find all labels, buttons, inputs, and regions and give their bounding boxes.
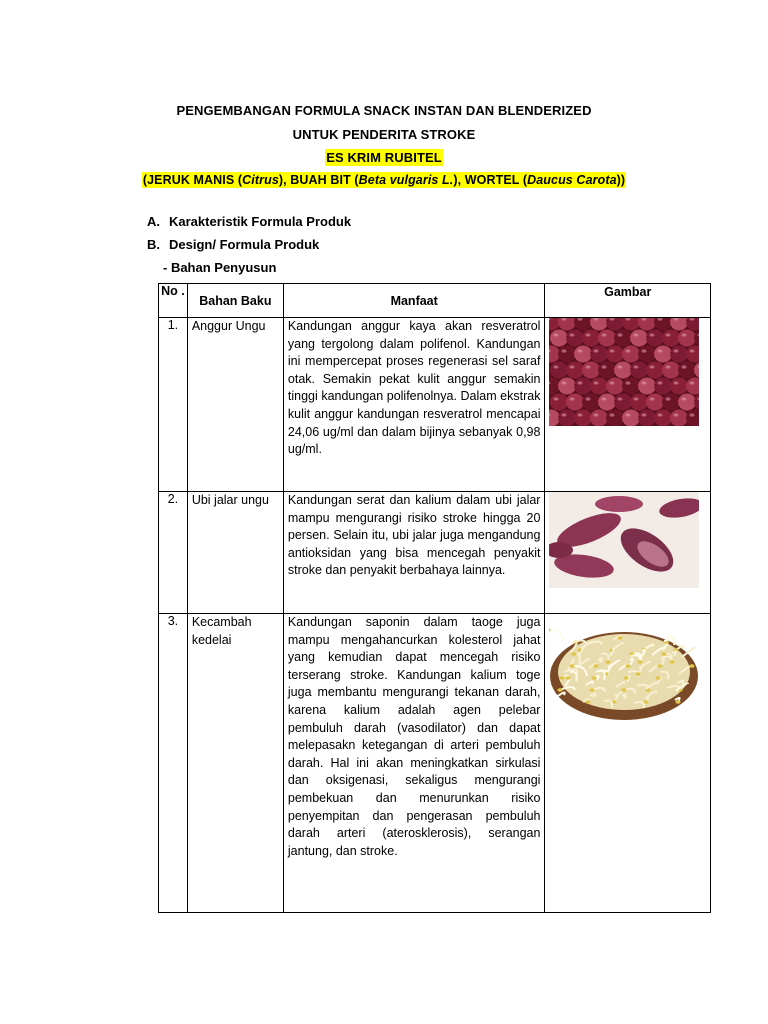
row-gambar [545, 318, 711, 492]
row-manfaat: Kandungan serat dan kalium dalam ubi jalar mampu mengurangi risiko stroke hingga 20 persen. Selain itu, ubi jalar juga mengandung antioksidan yang bisa mencegah penyakit stroke dan penyakit berbahaya lainnya. [283, 492, 545, 614]
ingredients-table [158, 283, 711, 913]
table-row [159, 614, 711, 913]
row-bahan: Kecambah kedelai [187, 614, 283, 913]
subtitle-latin-daucus: Daucus Carota [527, 173, 617, 187]
table-header-row [159, 284, 711, 318]
header-bahan-baku: Bahan Baku [187, 284, 283, 318]
product-subtitle [0, 172, 768, 187]
row-no: 2. [159, 492, 188, 614]
doc-title-line2: UNTUK PENDERITA STROKE [292, 127, 476, 142]
subtitle-latin-citrus: Citrus [242, 173, 279, 187]
subtitle-mid2: ), WORTEL ( [453, 173, 528, 187]
table-row [159, 318, 711, 492]
doc-title-line1: PENGEMBANGAN FORMULA SNACK INSTAN DAN BLENDERIZED [176, 103, 592, 118]
product-name [0, 150, 768, 165]
bean-sprouts-photo-icon [549, 614, 699, 724]
table-row [159, 492, 711, 614]
section-a [147, 214, 351, 229]
ingredients-subtitle [142, 172, 626, 188]
header-manfaat: Manfaat [283, 284, 545, 318]
row-no: 3. [159, 614, 188, 913]
section-b-text: Design/ Formula Produk [169, 237, 320, 252]
subtitle-latin-beta: Beta vulgaris L. [358, 173, 454, 187]
subtitle-mid1: ), BUAH BIT ( [278, 173, 359, 187]
section-a-text: Karakteristik Formula Produk [169, 214, 352, 229]
subsection-bahan-penyusun: - Bahan Penyusun [163, 260, 277, 275]
section-b-letter: B. [147, 237, 160, 252]
subtitle-open: (JERUK MANIS ( [142, 173, 243, 187]
purple-sweet-potato-photo-icon [549, 492, 699, 588]
row-gambar [545, 492, 711, 614]
row-gambar [545, 614, 711, 913]
section-b [147, 237, 319, 252]
section-a-letter: A. [147, 214, 160, 229]
row-no: 1. [159, 318, 188, 492]
row-bahan: Ubi jalar ungu [187, 492, 283, 614]
grapes-photo-icon [549, 318, 699, 426]
subtitle-close: )) [616, 173, 626, 187]
product-name-text: ES KRIM RUBITEL [326, 150, 442, 165]
row-manfaat: Kandungan saponin dalam taoge juga mampu mengahancurkan kolesterol jahat yang kemudian dapat mencegah risiko terserang stroke. Kandungan kalium toge juga membantu mengurangi tekanan darah, karena kalium adalah agen pelebar pembuluh darah (vasodilator) dan dapat melepasakn ketegangan di arteri pembuluh darah. Hal ini akan meningkatkan sirkulasi dan oksigenasi, sekaligus mengurangi pembekuan dan menurunkan risiko penyempitan dan pengerasan pembuluh darah arteri (aterosklerosis), serangan jantung, dan stroke. [283, 614, 545, 913]
row-bahan: Anggur Ungu [187, 318, 283, 492]
row-manfaat: Kandungan anggur kaya akan resveratrol yang tergolong dalam polifenol. Kandungan ini mempercepat proses regenerasi sel saraf otak. Semakin pekat kulit anggur semakin tinggi kandungan polifenolnya. Dalam ekstrak kulit anggur kandungan resveratrol mencapai 24,06 ug/ml dan dalam bijinya sebanyak 0,98 ug/ml. [283, 318, 545, 492]
header-gambar: Gambar [545, 284, 711, 318]
header-no: No . [159, 284, 188, 318]
